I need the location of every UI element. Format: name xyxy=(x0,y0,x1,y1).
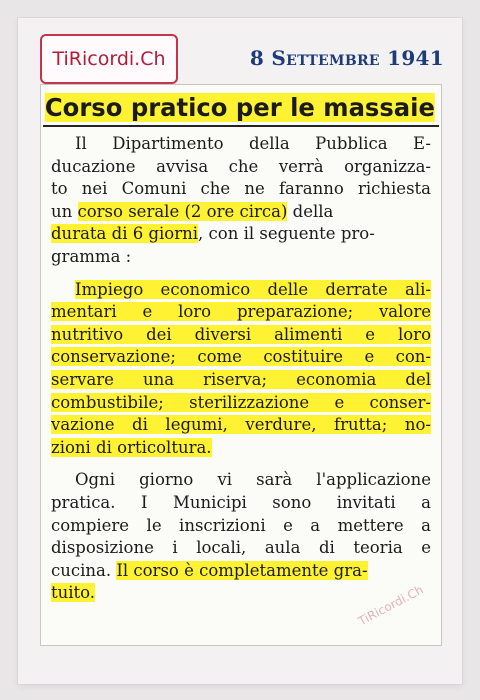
text-line xyxy=(51,560,431,583)
site-logo xyxy=(40,34,178,84)
text-line xyxy=(51,392,431,415)
highlighted-text: combustibile; sterilizzazione e conser- xyxy=(51,392,431,412)
headline-rule xyxy=(43,125,439,127)
text-fragment: , con il seguente pro- xyxy=(198,224,375,244)
paragraph-intro xyxy=(41,133,441,269)
text-line xyxy=(51,582,431,605)
headline-text: Corso pratico per le massaie xyxy=(44,93,435,122)
text-line: pratica. I Municipi sono invitati a xyxy=(51,492,431,512)
highlighted-text: servare una riserva; economia del xyxy=(51,369,431,389)
highlighted-text: corso serale (2 ore circa) xyxy=(77,201,288,221)
newspaper-clipping xyxy=(40,84,442,646)
highlighted-text: conservazione; come costituire e con- xyxy=(51,347,431,367)
text-line xyxy=(51,324,431,347)
highlighted-text: vazione di legumi, verdure, frutta; no- xyxy=(51,415,431,435)
highlighted-text: nutritivo dei diversi alimenti e loro xyxy=(51,324,431,344)
site-logo-text: TiRicordi.Ch xyxy=(52,48,166,70)
article-headline xyxy=(41,89,435,125)
text-line xyxy=(51,223,431,246)
text-line: disposizione i locali, aula di teoria e xyxy=(51,538,431,558)
text-line: compiere le inscrizioni e a mettere a xyxy=(51,515,431,535)
highlighted-text: Il corso è completamente gra- xyxy=(116,560,368,580)
paragraph-closing xyxy=(41,469,441,605)
highlighted-text: tuito. xyxy=(51,583,96,603)
paragraph-program xyxy=(41,279,441,460)
text-line: Il Dipartimento della Pubblica E- xyxy=(75,134,431,153)
text-line: gramma : xyxy=(51,246,132,266)
text-line xyxy=(51,437,431,460)
publication-date: 8 Settembre 1941 xyxy=(249,46,444,70)
highlighted-text: mentari e loro preparazione; valore xyxy=(51,302,431,322)
text-line xyxy=(51,346,431,369)
text-fragment: cucina. xyxy=(51,560,117,580)
text-line: Ogni giorno vi sarà l'applicazione xyxy=(75,470,431,490)
highlighted-text: durata di 6 giorni xyxy=(51,224,199,244)
text-fragment: della xyxy=(287,201,334,221)
text-line xyxy=(51,369,431,392)
text-line xyxy=(51,279,431,302)
text-line xyxy=(51,201,431,224)
highlighted-text: zioni di orticoltura. xyxy=(51,437,212,457)
text-line: to nei Comuni che ne faranno richiesta xyxy=(51,179,431,199)
text-line xyxy=(51,414,431,437)
watermark: TiRicordi.Ch xyxy=(356,582,426,629)
highlighted-text: Impiego economico delle derrate ali- xyxy=(75,279,431,299)
text-fragment: un xyxy=(51,201,78,221)
text-line xyxy=(51,301,431,324)
text-line: ducazione avvisa che verrà organizza- xyxy=(51,156,431,176)
